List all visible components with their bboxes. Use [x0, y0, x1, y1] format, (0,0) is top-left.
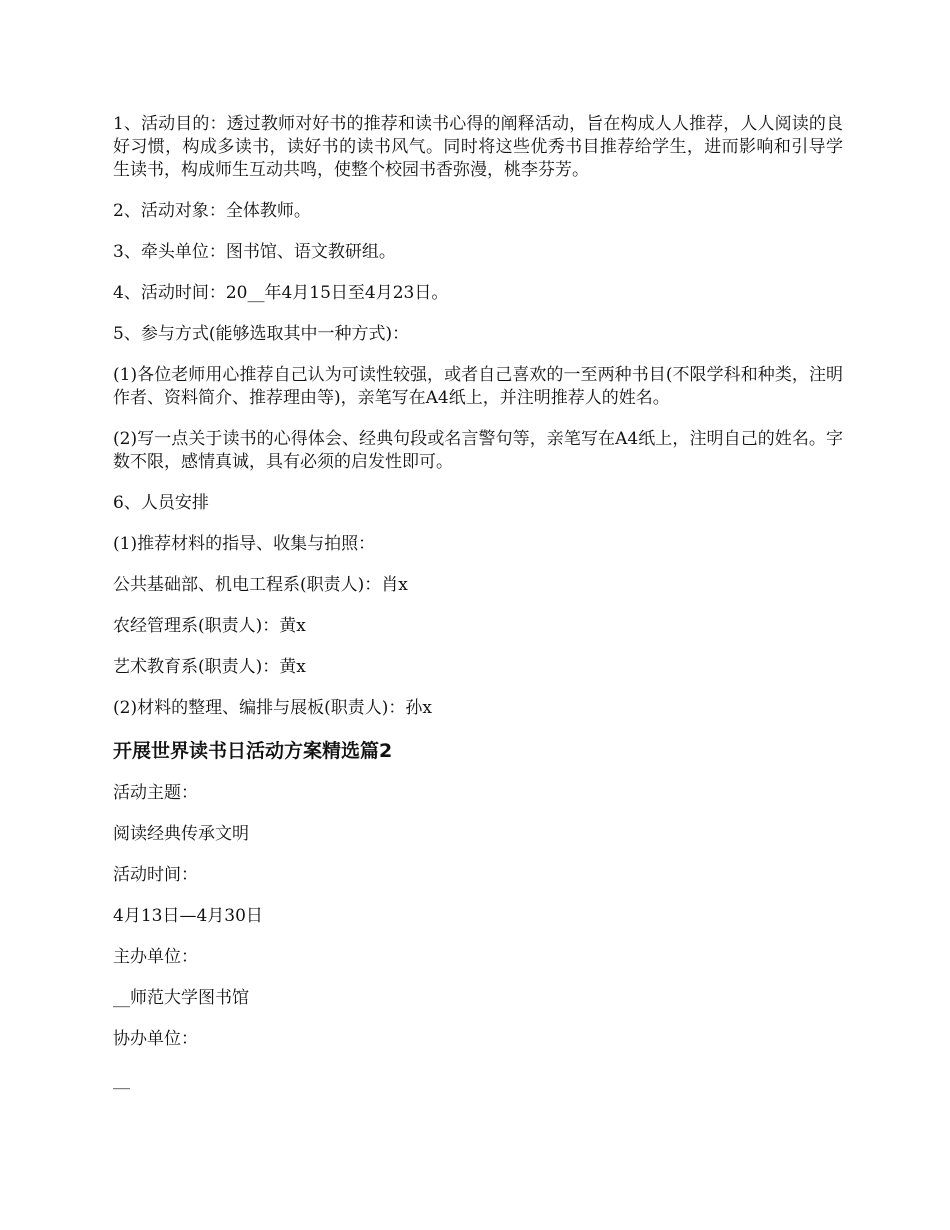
paragraph-staff-arrangement: 6、人员安排 [113, 493, 209, 513]
paragraph-host-value: __师范大学图书馆 [113, 988, 249, 1008]
paragraph-lead-unit: 3、牵头单位：图书馆、语文教研组。 [113, 242, 396, 262]
paragraph-theme-label: 活动主题： [113, 783, 198, 803]
paragraph-host-label: 主办单位： [113, 947, 198, 967]
paragraph-participation-method: 5、参与方式(能够选取其中一种方式)： [113, 324, 410, 344]
paragraph-staff-dept-3: 艺术教育系(职责人)：黄x [113, 657, 306, 677]
paragraph-staff-dept-1: 公共基础部、机电工程系(职责人)：肖x [113, 575, 408, 595]
paragraph-activity-time: 4、活动时间：20__年4月15日至4月23日。 [113, 283, 449, 303]
paragraph-method-2: (2)写一点关于读书的心得体会、经典句段或名言警句等，亲笔写在A4纸上，注明自己的姓名。字数不限，感情真诚，具有必须的启发性即可。 [113, 429, 843, 472]
paragraph-staff-2: (2)材料的整理、编排与展板(职责人)：孙x [113, 698, 432, 718]
paragraph-time-label: 活动时间： [113, 865, 198, 885]
paragraph-activity-target: 2、活动对象：全体教师。 [113, 201, 311, 221]
paragraph-activity-purpose: 1、活动目的：透过教师对好书的推荐和读书心得的阐释活动，旨在构成人人推荐，人人阅读的良好习惯，构成多读书，读好书的读书风气。同时将这些优秀书目推荐给学生，进而影响和引导学生读书，构成师生互动共鸣，使整个校园书香弥漫，桃李芬芳。 [113, 114, 843, 180]
paragraph-method-1: (1)各位老师用心推荐自己认为可读性较强，或者自己喜欢的一至两种书目(不限学科和种类，注明作者、资料简介、推荐理由等)，亲笔写在A4纸上，并注明推荐人的姓名。 [113, 365, 843, 408]
paragraph-staff-1: (1)推荐材料的指导、收集与拍照： [113, 534, 376, 554]
paragraph-cohost-label: 协办单位： [113, 1029, 198, 1049]
document-body [113, 113, 843, 1110]
paragraph-theme-value: 阅读经典传承文明 [113, 824, 249, 844]
section-heading: 开展世界读书日活动方案精选篇2 [113, 740, 393, 762]
paragraph-time-value: 4月13日—4月30日 [113, 906, 263, 926]
paragraph-staff-dept-2: 农经管理系(职责人)：黄x [113, 616, 306, 636]
paragraph-cohost-value: __ [113, 1070, 130, 1090]
